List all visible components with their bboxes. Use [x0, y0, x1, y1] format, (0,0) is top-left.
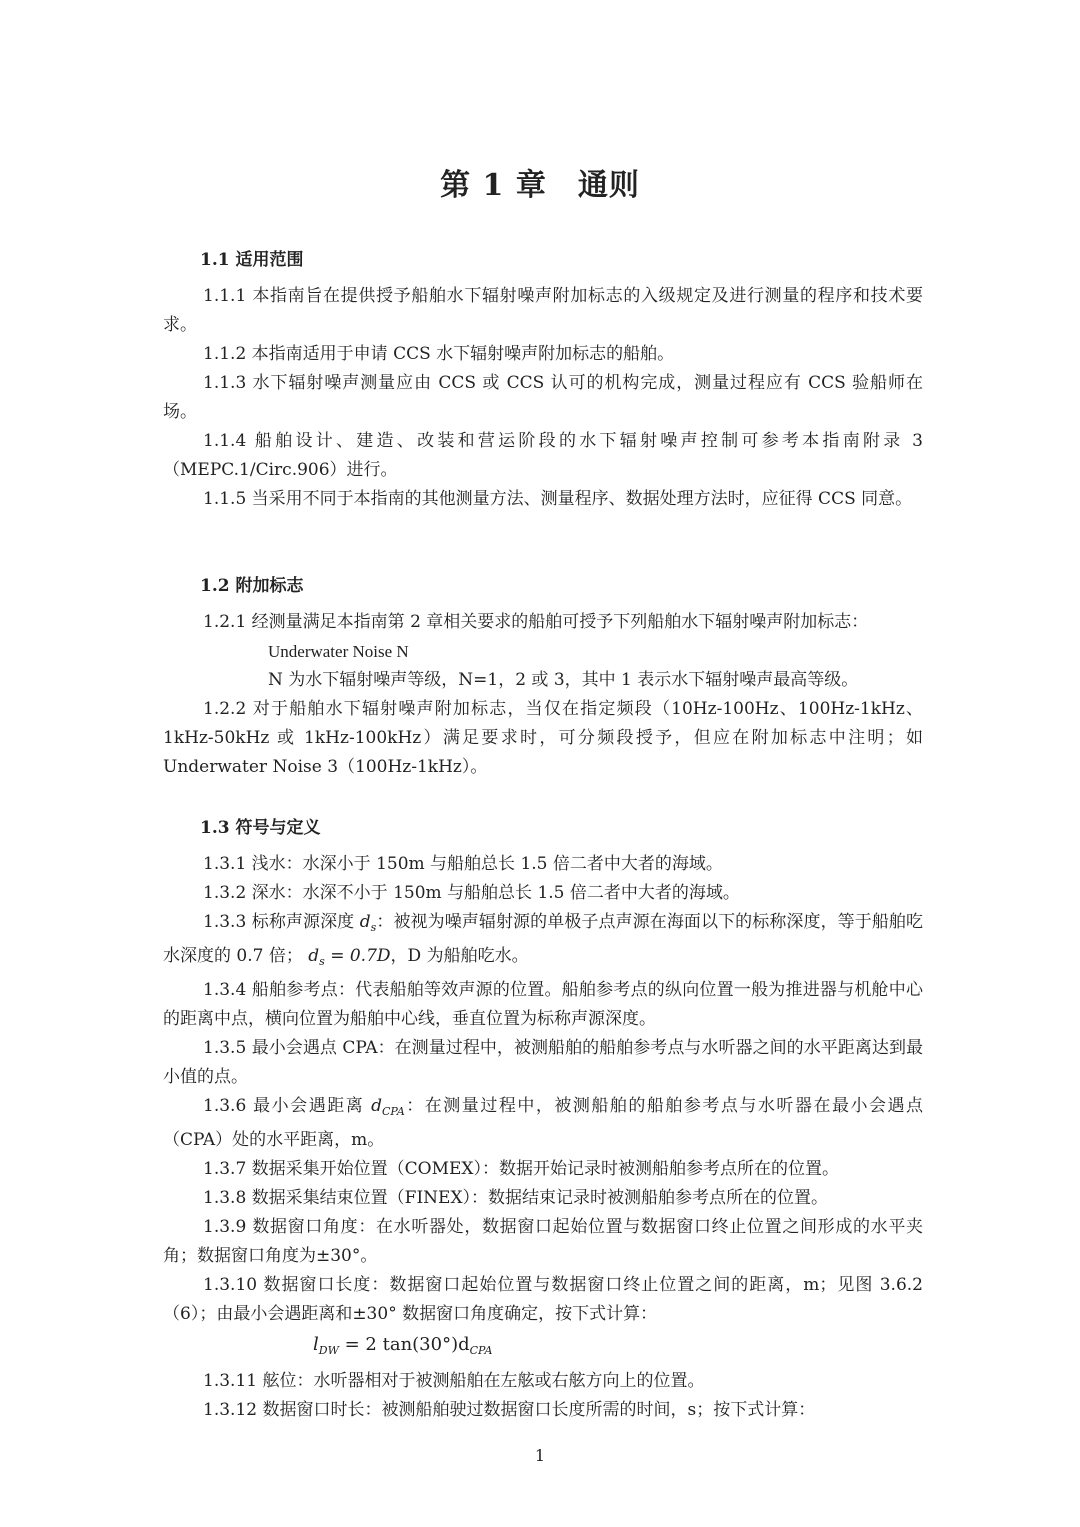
paragraph-1-3-1: 1.3.1 浅水：水深小于 150m 与船舶总长 1.5 倍二者中大者的海域。 [203, 854, 723, 874]
section-1-1 [163, 246, 923, 514]
text: ：在测量过程中，被测船舶的船舶参考点与水听器在最小会遇点（CPA）处的水平距离，m。 [163, 1096, 923, 1150]
section-1-2 [163, 572, 923, 782]
notation-text: Underwater Noise N [268, 642, 409, 661]
text: 1.3.3 标称声源深度 [203, 912, 360, 932]
paragraph-1-3-5: 1.3.5 最小会遇点 CPA：在测量过程中，被测船舶的船舶参考点与水听器之间的水平距离达到最小值的点。 [163, 1038, 923, 1087]
section-1-3 [163, 814, 923, 1425]
section-heading: 1.2 附加标志 [200, 576, 304, 596]
section-heading: 1.1 适用范围 [200, 250, 304, 270]
equation-ds: $d_s = 0.7D$ [308, 946, 391, 968]
paragraph-1-3-7: 1.3.7 数据采集开始位置（COMEX）：数据开始记录时被测船舶参考点所在的位置。 [203, 1159, 840, 1179]
page-number: 1 [534, 1446, 546, 1465]
paragraph-1-1-3: 1.1.3 水下辐射噪声测量应由 CCS 或 CCS 认可的机构完成，测量过程应有 CCS 验船师在场。 [163, 373, 923, 422]
paragraph-1-3-2: 1.3.2 深水：水深不小于 150m 与船舶总长 1.5 倍二者中大者的海域。 [203, 883, 740, 903]
paragraph-1-1-4: 1.1.4 船舶设计、建造、改装和营运阶段的水下辐射噪声控制可参考本指南附录 3（MEPC.1/Circ.906）进行。 [163, 431, 923, 480]
formula-ldw: $l_{DW} = 2$ $\tan(30^\circ)d_{CPA}$ [313, 1334, 493, 1357]
paragraph-1-1-1: 1.1.1 本指南旨在提供授予船舶水下辐射噪声附加标志的入级规定及进行测量的程序和技术要求。 [163, 286, 923, 335]
paragraph-1-3-10: 1.3.10 数据窗口长度：数据窗口起始位置与数据窗口终止位置之间的距离，m；见图 3.6.2（6）；由最小会遇距离和±30° 数据窗口角度确定，按下式计算： [163, 1275, 923, 1324]
text: 1.3.6 最小会遇距离 [203, 1096, 372, 1116]
paragraph-1-3-11: 1.3.11 舷位：水听器相对于被测船舶在左舷或右舷方向上的位置。 [203, 1371, 705, 1391]
symbol-ds: $d_s$ [359, 912, 377, 934]
paragraph-1-3-12: 1.3.12 数据窗口时长：被测船舶驶过数据窗口长度所需的时间，s；按下式计算： [203, 1400, 816, 1420]
paragraph-1-2-2: 1.2.2 对于船舶水下辐射噪声附加标志，当仅在指定频段（10Hz-100Hz、100Hz-1kHz、1kHz-50kHz 或 1kHz-100kHz）满足要求时，可分频段授予，但应在附加标志中注明；如 Underwater Noise 3（100Hz-1kHz）。 [163, 699, 923, 777]
paragraph-1-3-6 [163, 1092, 923, 1155]
paragraph-1-3-3 [163, 908, 923, 976]
text: ：被视为噪声辐射源的单极子点声源在海面以下的标称深度，等于船舶吃水深度的 0.7 倍； [163, 912, 923, 966]
paragraph-1-1-5: 1.1.5 当采用不同于本指南的其他测量方法、测量程序、数据处理方法时，应征得 CCS 同意。 [203, 489, 913, 509]
paragraph-1-2-1: 1.2.1 经测量满足本指南第 2 章相关要求的船舶可授予下列船舶水下辐射噪声附加标志： [203, 612, 869, 632]
symbol-dcpa: $d_{CPA}$ [371, 1096, 405, 1118]
text: ，D 为船舶吃水。 [390, 946, 529, 966]
paragraph-1-1-2: 1.1.2 本指南适用于申请 CCS 水下辐射噪声附加标志的船舶。 [203, 344, 675, 364]
paragraph-1-3-9: 1.3.9 数据窗口角度：在水听器处，数据窗口起始位置与数据窗口终止位置之间形成的水平夹角；数据窗口角度为±30°。 [163, 1217, 923, 1266]
section-heading: 1.3 符号与定义 [200, 818, 321, 838]
paragraph-1-3-4: 1.3.4 船舶参考点：代表船舶等效声源的位置。船舶参考点的纵向位置一般为推进器与机舱中心的距离中点，横向位置为船舶中心线，垂直位置为标称声源深度。 [163, 980, 923, 1029]
notation-note: N 为水下辐射噪声等级，N=1，2 或 3，其中 1 表示水下辐射噪声最高等级。 [268, 670, 859, 690]
chapter-title: 第 1 章 通则 [440, 168, 640, 203]
paragraph-1-3-8: 1.3.8 数据采集结束位置（FINEX）：数据结束记录时被测船舶参考点所在的位置。 [203, 1188, 829, 1208]
